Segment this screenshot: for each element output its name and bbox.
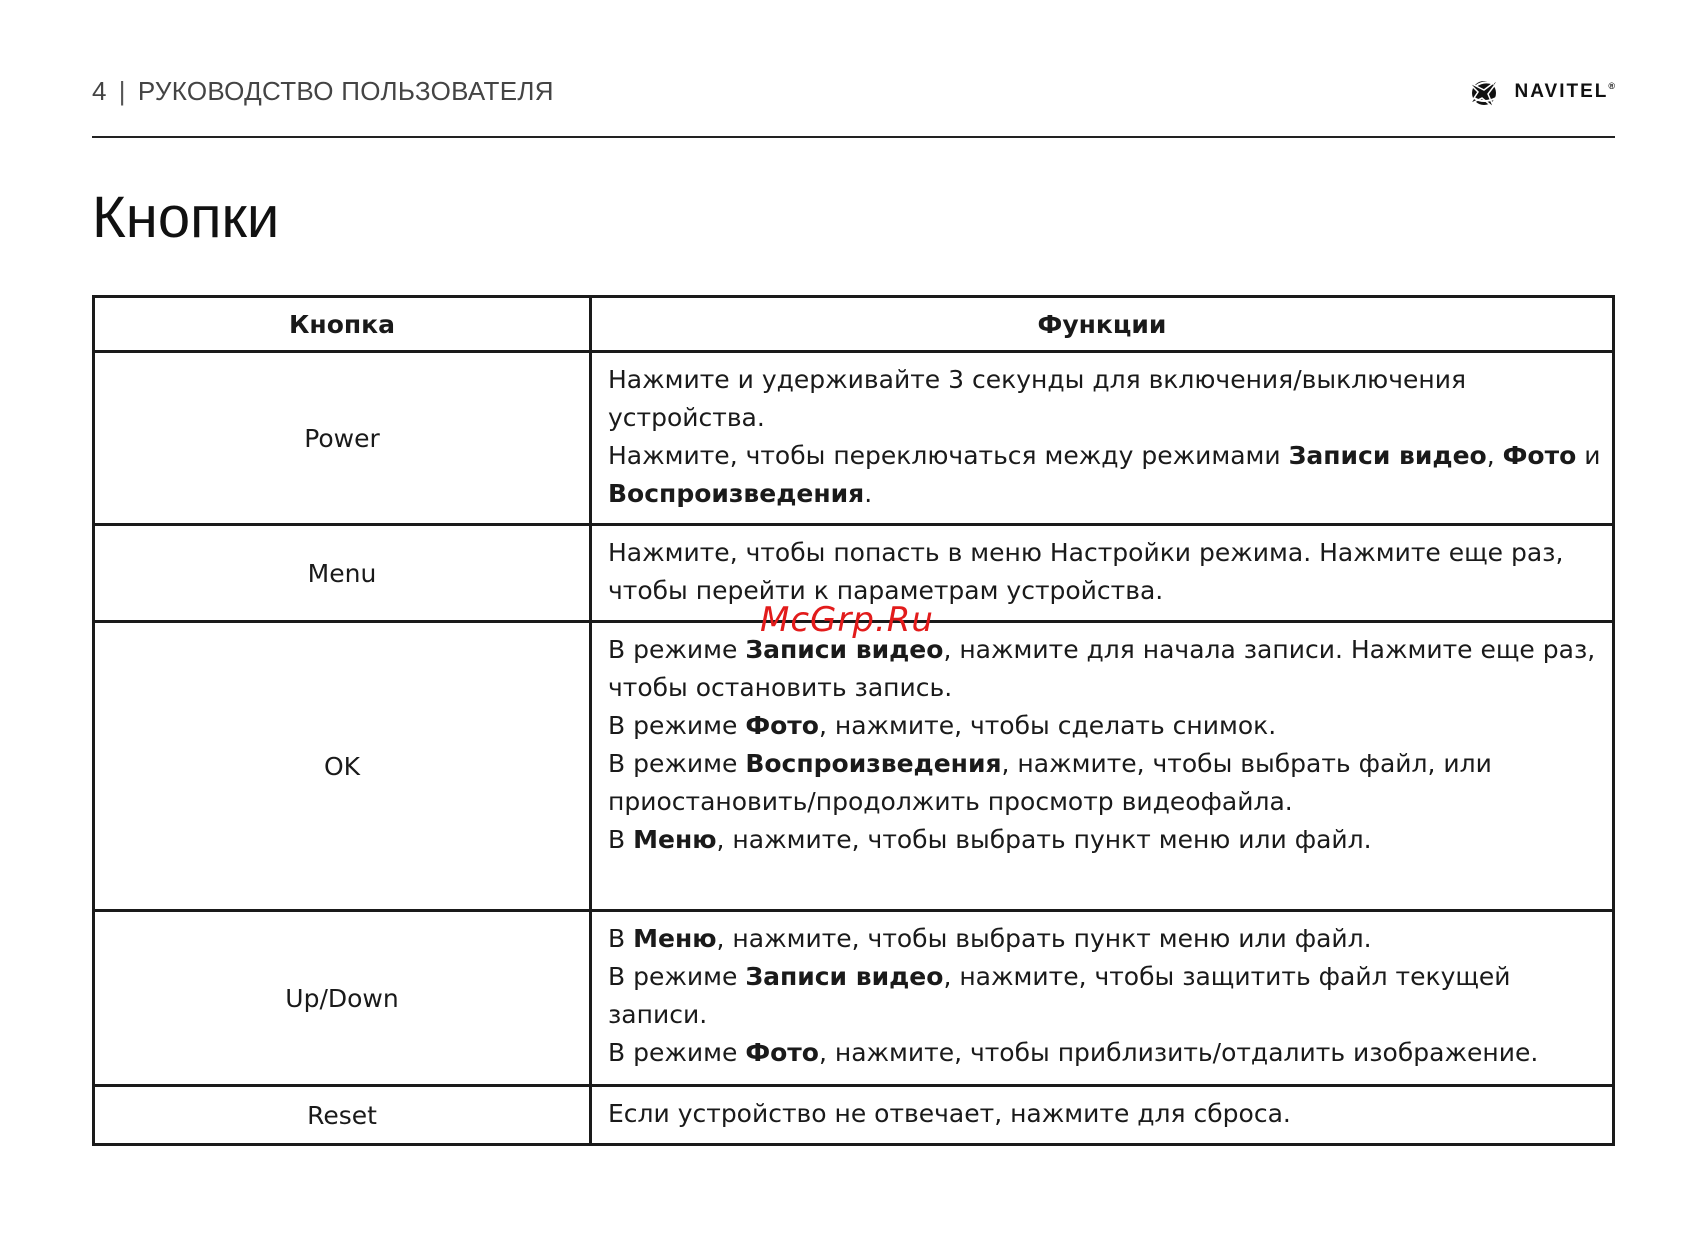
function-text: , нажмите, чтобы приблизить/отдалить изображение. [818,1038,1539,1067]
function-text: Нажмите и удерживайте 3 секунды для включения/выключения устройства. [608,365,1467,432]
mode-name: Фото [745,711,819,740]
page-title: Кнопки [92,185,280,250]
function-text: В режиме [608,1038,746,1067]
button-name-cell: Power [94,352,591,525]
function-line [608,534,1602,610]
table-row [94,1086,1614,1145]
function-text: Если устройство не отвечает, нажмите для сброса. [608,1099,1291,1128]
button-name-cell: Reset [94,1086,591,1145]
mode-name: Фото [745,1038,819,1067]
function-line [608,361,1602,437]
function-line [608,958,1602,1034]
page-header [92,70,1615,110]
function-text: , нажмите, чтобы выбрать пункт меню или файл. [716,825,1372,854]
function-text: Нажмите, чтобы попасть в меню Настройки режима. Нажмите еще раз, чтобы перейти к параметрам устройства. [608,538,1564,605]
function-text: . [864,479,873,508]
mode-name: Записи видео [745,962,944,991]
mode-name: Воспроизведения [745,749,1002,778]
column-header-functions: Функции [591,297,1614,352]
mode-name: Записи видео [745,635,944,664]
button-name-cell: OK [94,622,591,911]
function-cell [591,911,1614,1086]
page-number: 4 [92,76,107,106]
column-header-button: Кнопка [94,297,591,352]
mode-name: Меню [633,924,717,953]
navitel-globe-icon [1464,72,1504,112]
function-text: , нажмите, чтобы выбрать файл, или приостановить/продолжить просмотр видеофайла. [608,749,1492,816]
function-text: В режиме [608,635,746,664]
function-line [608,437,1602,513]
logo-wordmark: NAVITEL® [1514,81,1615,102]
function-cell [591,352,1614,525]
function-line [608,631,1602,707]
navitel-logo [1464,70,1615,114]
mode-name: Записи видео [1288,441,1487,470]
function-text: , [1486,441,1503,470]
button-name-cell: Menu [94,525,591,622]
button-name-cell: Up/Down [94,911,591,1086]
function-text: , нажмите, чтобы выбрать пункт меню или файл. [716,924,1372,953]
mode-name: Воспроизведения [608,479,865,508]
function-text: , нажмите, чтобы сделать снимок. [818,711,1277,740]
function-cell [591,1086,1614,1145]
table-row [94,352,1614,525]
function-line [608,1034,1602,1072]
function-text: Нажмите, чтобы переключаться между режимами [608,441,1289,470]
function-cell [591,622,1614,911]
table-row [94,911,1614,1086]
function-text: , нажмите, чтобы защитить файл текущей записи. [608,962,1511,1029]
table-row [94,622,1614,911]
function-text: В [608,825,634,854]
running-header [92,76,554,107]
buttons-table [92,295,1615,1146]
header-rule [92,136,1615,138]
function-text: В [608,924,634,953]
function-text: и [1576,441,1601,470]
function-line [608,707,1602,745]
header-separator: | [118,76,126,106]
watermark: McGrp.Ru [760,600,934,640]
table-header-row [94,297,1614,352]
manual-title: РУКОВОДСТВО ПОЛЬЗОВАТЕЛЯ [137,76,554,106]
function-text: В режиме [608,749,746,778]
function-text: В режиме [608,962,746,991]
function-text: , нажмите для начала записи. Нажмите еще раз, чтобы остановить запись. [608,635,1596,702]
function-line [608,745,1602,821]
mode-name: Меню [633,825,717,854]
function-line [608,821,1602,859]
mode-name: Фото [1502,441,1577,470]
function-line [608,920,1602,958]
function-cell [591,525,1614,622]
function-line [608,1095,1602,1133]
function-text: В режиме [608,711,746,740]
